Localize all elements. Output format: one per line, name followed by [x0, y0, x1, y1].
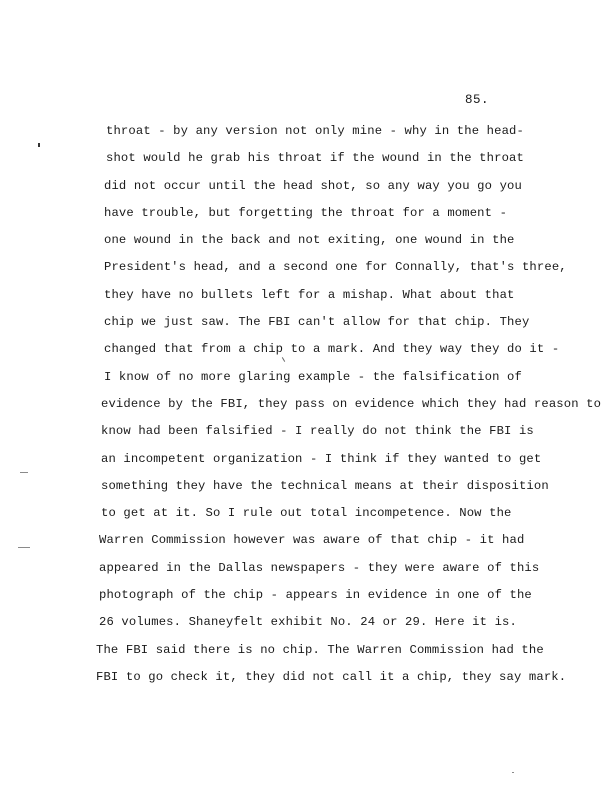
- margin-dash-mark: [18, 547, 30, 548]
- text-line: to get at it. So I rule out total incompetence. Now the: [101, 506, 512, 521]
- transcript-body: [96, 118, 606, 691]
- text-line: changed that from a chip to a mark. And they way they do it -: [104, 342, 560, 357]
- text-line: I know of no more glaring example - the falsification of: [104, 369, 522, 384]
- margin-dash-mark: [20, 472, 28, 473]
- text-line: have trouble, but forgetting the throat for a moment -: [104, 205, 508, 220]
- text-line: throat - by any version not only mine - why in the head-: [106, 124, 524, 138]
- margin-tick-mark: [38, 143, 40, 147]
- text-line: appeared in the Dallas newspapers - they were aware of this: [99, 560, 540, 575]
- text-line: Warren Commission however was aware of that chip - it had: [99, 533, 525, 548]
- text-line: photograph of the chip - appears in evidence in one of the: [99, 588, 532, 603]
- text-line: one wound in the back and not exiting, one wound in the: [104, 233, 515, 248]
- text-line: did not occur until the head shot, so any way you go you: [104, 178, 522, 193]
- text-line: an incompetent organization - I think if they wanted to get: [101, 451, 542, 466]
- text-line: The FBI said there is no chip. The Warren Commission had the: [96, 642, 544, 657]
- text-line: evidence by the FBI, they pass on evidence which they had reason to: [101, 396, 602, 411]
- text-line: chip we just saw. The FBI can't allow for that chip. They: [104, 315, 530, 330]
- text-line: something they have the technical means at their disposition: [101, 478, 549, 493]
- text-line: President's head, and a second one for Connally, that's three,: [104, 260, 567, 275]
- page-number: 85.: [465, 93, 490, 107]
- text-line: FBI to go check it, they did not call it a chip, they say mark.: [96, 669, 567, 684]
- text-line: shot would he grab his throat if the wound in the throat: [106, 151, 524, 166]
- text-line: they have no bullets left for a mishap. What about that: [104, 287, 515, 302]
- text-line: know had been falsified - I really do not think the FBI is: [101, 424, 534, 439]
- text-line: 26 volumes. Shaneyfelt exhibit No. 24 or 29. Here it is.: [99, 615, 517, 630]
- stray-dot-mark: [512, 772, 514, 773]
